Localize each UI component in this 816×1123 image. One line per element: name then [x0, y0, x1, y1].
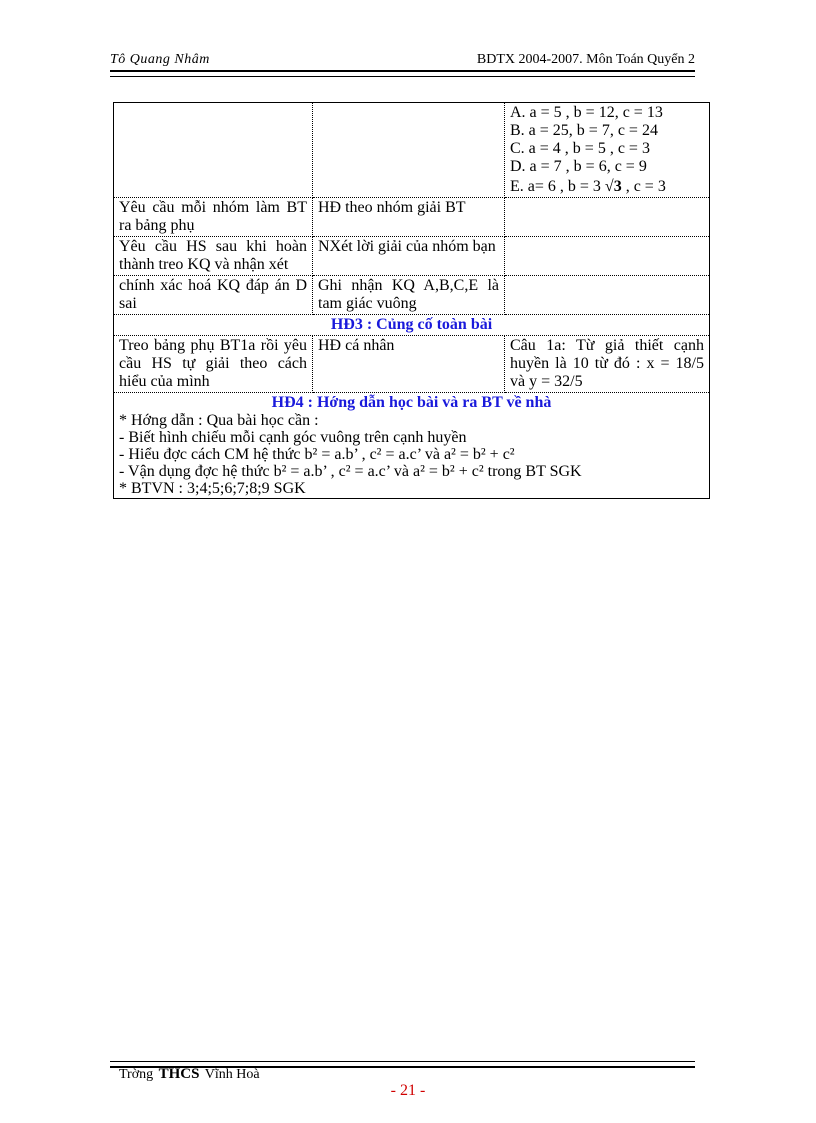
option-e-prefix: E. a= 6 , b = 3 — [510, 178, 601, 195]
option-e-suffix: , c = 3 — [625, 178, 666, 195]
option-e — [510, 178, 704, 196]
table-row — [114, 336, 710, 393]
table-row — [114, 237, 710, 276]
teacher-activity: chính xác hoá KQ đáp án D sai — [114, 276, 313, 315]
homework-line: * Hớng dẫn : Qua bài học cần : — [119, 412, 319, 429]
student-activity: Ghi nhận KQ A,B,C,E là tam giác vuông — [313, 276, 505, 315]
teacher-activity: Yêu cầu HS sau khi hoàn thành treo KQ và nhận xét — [114, 237, 313, 276]
content-cell — [505, 198, 710, 237]
table-row — [114, 276, 710, 315]
footer-school-prefix: Trờng — [119, 1067, 154, 1082]
option-d: D. a = 7 , b = 6, c = 9 — [510, 158, 647, 175]
page-header — [110, 52, 695, 70]
hd3-heading: HĐ3 : Củng cố toàn bài — [114, 315, 710, 336]
header-author: Tô Quang Nhâm — [110, 52, 210, 67]
student-activity: NXét lời giải của nhóm bạn — [313, 237, 505, 276]
table-row — [114, 103, 710, 198]
footer-school-thcs: THCS — [158, 1066, 200, 1082]
homework-line: - Hiểu đợc cách CM hệ thức b² = a.b’ , c² = a.c’ và a² = b² + c² — [119, 446, 515, 463]
answer-options-cell — [505, 103, 710, 198]
option-a: A. a = 5 , b = 12, c = 13 — [510, 104, 663, 121]
homework-line: - Vận dụng đợc hệ thức b² = a.b’ , c² = a.c’ và a² = b² + c² trong BT SGK — [119, 463, 582, 480]
table-row — [114, 198, 710, 237]
lesson-table — [113, 102, 710, 499]
teacher-activity: Yêu cầu mỗi nhóm làm BT ra bảng phụ — [114, 198, 313, 237]
table-cell — [114, 103, 313, 198]
content-cell — [505, 237, 710, 276]
header-title: BDTX 2004-2007. Môn Toán Quyển 2 — [476, 52, 695, 67]
option-c: C. a = 4 , b = 5 , c = 3 — [510, 140, 650, 157]
page-footer — [119, 1066, 260, 1083]
teacher-activity: Treo bảng phụ BT1a rồi yêu cầu HS tự giải theo cách hiểu của mình — [114, 336, 313, 393]
content-cell — [505, 276, 710, 315]
footer-school-name: Vĩnh Hoà — [204, 1067, 260, 1082]
table-cell — [313, 103, 505, 198]
content-cell: Câu 1a: Từ giả thiết cạnh huyền là 10 từ đó : x = 18/5 và y = 32/5 — [505, 336, 710, 393]
page-number: - 21 - — [390, 1082, 426, 1099]
student-activity: HĐ cá nhân — [313, 336, 505, 393]
homework-line: - Biết hình chiếu mỗi cạnh góc vuông trên cạnh huyền — [119, 429, 467, 446]
sqrt-symbol: √3 — [604, 178, 622, 195]
option-b: B. a = 25, b = 7, c = 24 — [510, 122, 658, 139]
student-activity: HĐ theo nhóm giải BT — [313, 198, 505, 237]
section-heading-row — [114, 315, 710, 336]
homework-cell — [114, 393, 710, 499]
header-rule — [110, 70, 695, 77]
homework-line: * BTVN : 3;4;5;6;7;8;9 SGK — [119, 480, 306, 497]
homework-row — [114, 393, 710, 499]
hd4-heading: HĐ4 : Hớng dẫn học bài và ra BT về nhà — [271, 394, 552, 411]
